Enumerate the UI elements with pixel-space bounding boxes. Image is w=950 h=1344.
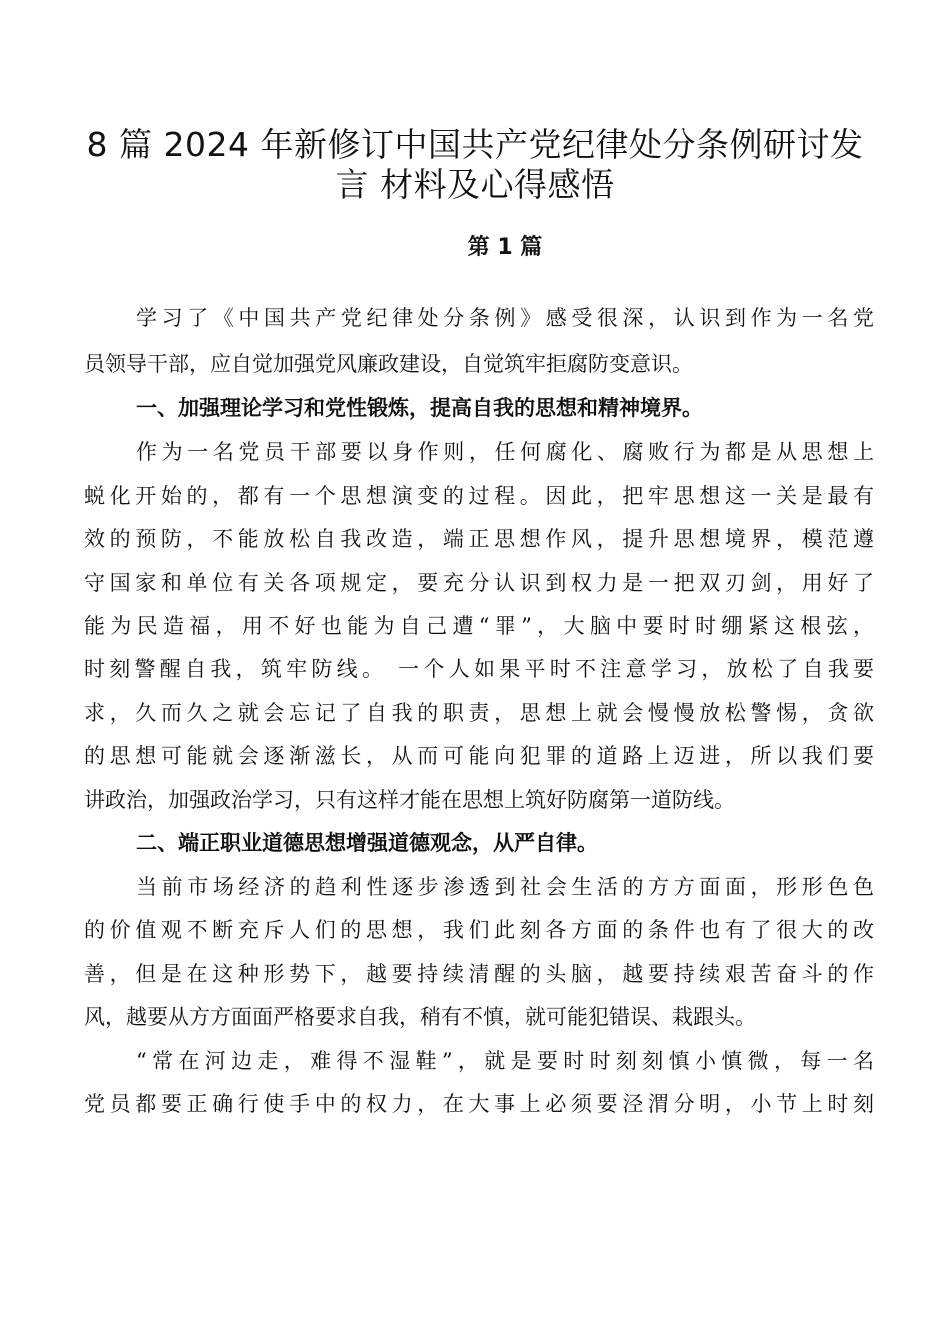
para-1-line-4: 守国家和单位有关各项规定，要充分认识到权力是一把双刃剑，用好了 <box>84 571 874 595</box>
heading-1: 一、加强理论学习和党性锻炼，提高自我的思想和精神境界。 <box>136 396 703 420</box>
para-2-line-3: 善，但是在这种形势下，越要持续清醒的头脑，越要持续艰苦奋斗的作 <box>84 962 874 986</box>
para-1-line-3: 效的预防，不能放松自我改造，端正思想作风，提升思想境界，模范遵 <box>84 527 874 551</box>
section-title: 第 1 篇 <box>467 235 543 260</box>
heading-2: 二、端正职业道德思想增强道德观念，从严自律。 <box>136 831 598 855</box>
para-1-line-5: 能为民造福，用不好也能为自己遭“罪”，大脑中要时时绷紧这根弦， <box>84 614 874 638</box>
para-2-line-4: 风，越要从方方面面严格要求自我，稍有不慎，就可能犯错误、栽跟头。 <box>84 1005 756 1029</box>
para-1-line-9: 讲政治，加强政治学习，只有这样才能在思想上筑好防腐第一道防线。 <box>84 788 735 812</box>
para-1-line-8: 的思想可能就会逐渐滋长，从而可能向犯罪的道路上迈进，所以我们要 <box>84 744 874 768</box>
para-3-line-2: 党员都要正确行使手中的权力，在大事上必须要泾渭分明，小节上时刻 <box>84 1092 874 1116</box>
para-1-line-2: 蜕化开始的，都有一个思想演变的过程。因此，把牢思想这一关是最有 <box>84 484 874 508</box>
para-1-line-7: 求，久而久之就会忘记了自我的职责，思想上就会慢慢放松警惕，贪欲 <box>84 701 874 725</box>
para-3-line-1: “常在河边走，难得不湿鞋”，就是要时时刻刻慎小慎微，每一名 <box>136 1049 874 1073</box>
document-title-line-2: 言 材料及心得感悟 <box>335 165 615 204</box>
para-2-line-1: 当前市场经济的趋利性逐步渗透到社会生活的方方面面，形形色色 <box>136 875 874 899</box>
document-title-line-1: 8 篇 2024 年新修订中国共产党纪律处分条例研讨发 <box>86 125 864 164</box>
intro-line-2: 员领导干部，应自觉加强党风廉政建设，自觉筑牢拒腐防变意识。 <box>84 352 693 376</box>
intro-line-1: 学习了《中国共产党纪律处分条例》感受很深，认识到作为一名党 <box>136 306 874 330</box>
para-1-line-1: 作为一名党员干部要以身作则，任何腐化、腐败行为都是从思想上 <box>136 440 874 464</box>
para-2-line-2: 的价值观不断充斥人们的思想，我们此刻各方面的条件也有了很大的改 <box>84 918 874 942</box>
para-1-line-6: 时刻警醒自我，筑牢防线。 一个人如果平时不注意学习，放松了自我要 <box>84 657 874 681</box>
